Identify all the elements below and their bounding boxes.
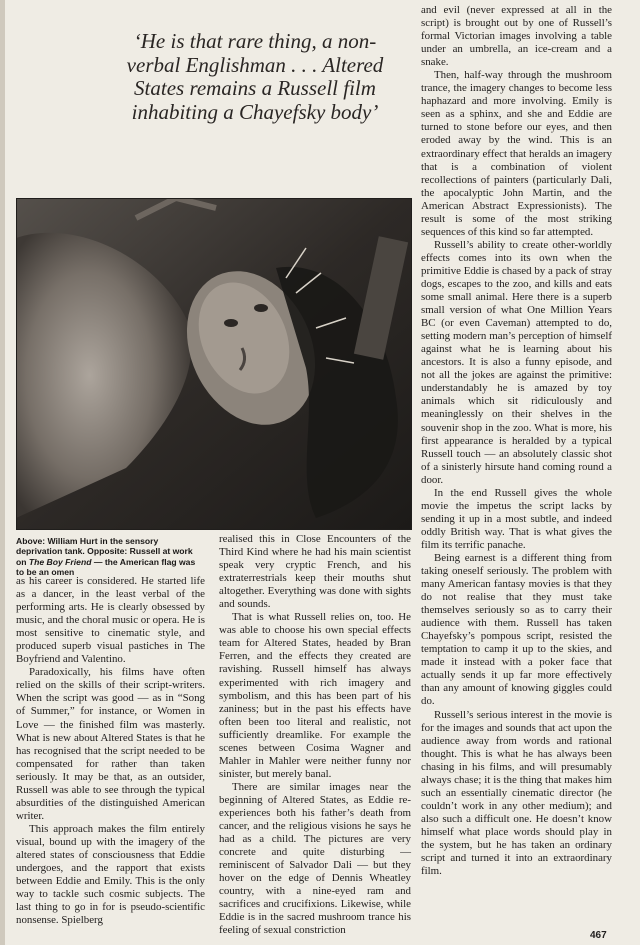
- paragraph: Russell’s ability to create other-worldly effects comes into its own when the primitive Eddie is chased by a pack of stray dogs, escapes to the zoo, and kills and eats some small animal. Here there is a superb small version of what One Million Years BC (or even Caveman) attempted to do, setting modern man’s perception of himself against what he is learning about his ancestors. It is also a funny episode, and not all the jokes are against the primitive: understandably he is amazed by toy animals which sit ridiculously and meaninglessly on their shelves in the souvenir shop in the zoo. What is more, his first appearance is heralded by a typical Russell touch — an absolutely classic shot of a sinisterly hirsute hand coming round a door.: [421, 238, 612, 486]
- paragraph: That is what Russell relies on, too. He was able to choose his own special effects team for Altered States, headed by Bran Ferren, and the effects they created are ravishing. Russell himself has always experimented with rich imagery and symbolism, and this has been part of his zaniness; but in the past his effects have often been too literal and realistic, not sufficiently dreamlike. For example the scenes between Cosima Wagner and Mahler in Mahler were neither funny nor sinister, but merely banal.: [219, 611, 411, 780]
- paragraph: This approach makes the film entirely visual, bound up with the imagery of the altered states of consciousness that Eddie undergoes, and the rapport that exists between Eddie and Emily. This is the only way to tackle such cosmic subjects. The last thing to go in for is pseudo-scientific nonsense. Spielberg: [16, 822, 205, 927]
- page-gutter-edge: [0, 0, 5, 945]
- paragraph: Paradoxically, his films have often relied on the skills of their script-writers. When the script was good — as in “Song of Summer,” for instance, or Women in Love — the finished film was masterly. What is new about Altered States is that he has recognised that the script needed to be compensated for rather than taken seriously. It may be that, as an outsider, Russell was able to see through the typical absurdities of the distinguished American writer.: [16, 666, 205, 822]
- text-column-1: [16, 575, 205, 927]
- caption-text-end: — the American flag was to be an omen: [16, 556, 196, 577]
- paragraph: realised this in Close Encounters of the Third Kind where he had his main scientist speak very cryptic French, and his extraterrestrials keep their mouths shut altogether. Everything was done with sights and sounds.: [219, 533, 411, 611]
- text-column-3: [421, 4, 612, 878]
- text-column-2: [219, 533, 411, 937]
- caption-film-title: The Boy Friend: [28, 556, 92, 567]
- photo-caption: [16, 536, 202, 577]
- paragraph: There are similar images near the beginning of Altered States, as Eddie re-experiences both his father’s death from cancer, and the religious visions he says he had as a child. The pictures are very concrete and quite disturbing — reminiscent of Salvador Dali — but they hover on the edge of Dennis Wheatley country, with a nine-eyed ram and sacrifices and crucifixions. Likewise, while Eddie is in the sacred mushroom trance his feeling of sexual constriction: [219, 780, 411, 937]
- pull-quote: ‘He is that rare thing, a non-verbal Englishman . . . Altered States remains a Russell film inhabiting a Chayefsky body’: [126, 29, 384, 124]
- paragraph: In the end Russell gives the whole movie the impetus the script lacks by sending it up in a most subtle, and indeed oddly British way. That is what gives the film its terrific panache.: [421, 486, 612, 551]
- paragraph: Then, half-way through the mushroom trance, the imagery changes to become less haphazard and more involving. Emily is seen as a sphinx, and she and Eddie are turned to stone before our eyes, and then eroded away by the wind. This is an extraordinary effect that heralds an imagery that is a combination of violent recollections of painters (particularly Dali, the apocalyptic John Martin, and the American Abstract Expressionists). The result is some of the most striking sequences of this kind so far attempted.: [421, 69, 612, 238]
- page-number: 467: [590, 930, 607, 941]
- paragraph: and evil (never expressed at all in the script) is brought out by one of Russell’s formal Victorian images involving a table under an umbrella, an ice-cream and a snake.: [421, 4, 612, 69]
- paragraph: Russell’s serious interest in the movie is for the images and sounds that act upon the audience away from words and rational thought. This is what he has always been chasing in his films, and will presumably always chase; it is the thing that makes him such an essentially cinematic director (he couldn’t work in any other medium); and also such a difficult one. He doesn’t know himself what place words should play in the system, but he has taken an ordinary script and turned it into an extraordinary film.: [421, 708, 612, 878]
- paragraph: Being earnest is a different thing from taking oneself seriously. The problem with many American fantasy movies is that they do not realise that they must take themselves seriously so as to carry their audience with them. Russell has taken Chayefsky’s pompous script, resisted the temptation to camp it up to the skies, and made it instead with a poker face that actually sends it up far more effectively than any amount of knowing giggles could do.: [421, 551, 612, 708]
- article-photo: [16, 198, 412, 530]
- paragraph: as his career is considered. He started life as a dancer, in the least verbal of the performing arts. He is clearly obsessed by music, and the choral music or opera. He is most sensitive to cinematic style, and produced superb visual pastiches in The Boyfriend and Valentino.: [16, 575, 205, 666]
- caption-text: Above: William Hurt in the sensory deprivation tank. Opposite: Russell at work on: [16, 536, 193, 567]
- photograph-icon: [16, 198, 412, 530]
